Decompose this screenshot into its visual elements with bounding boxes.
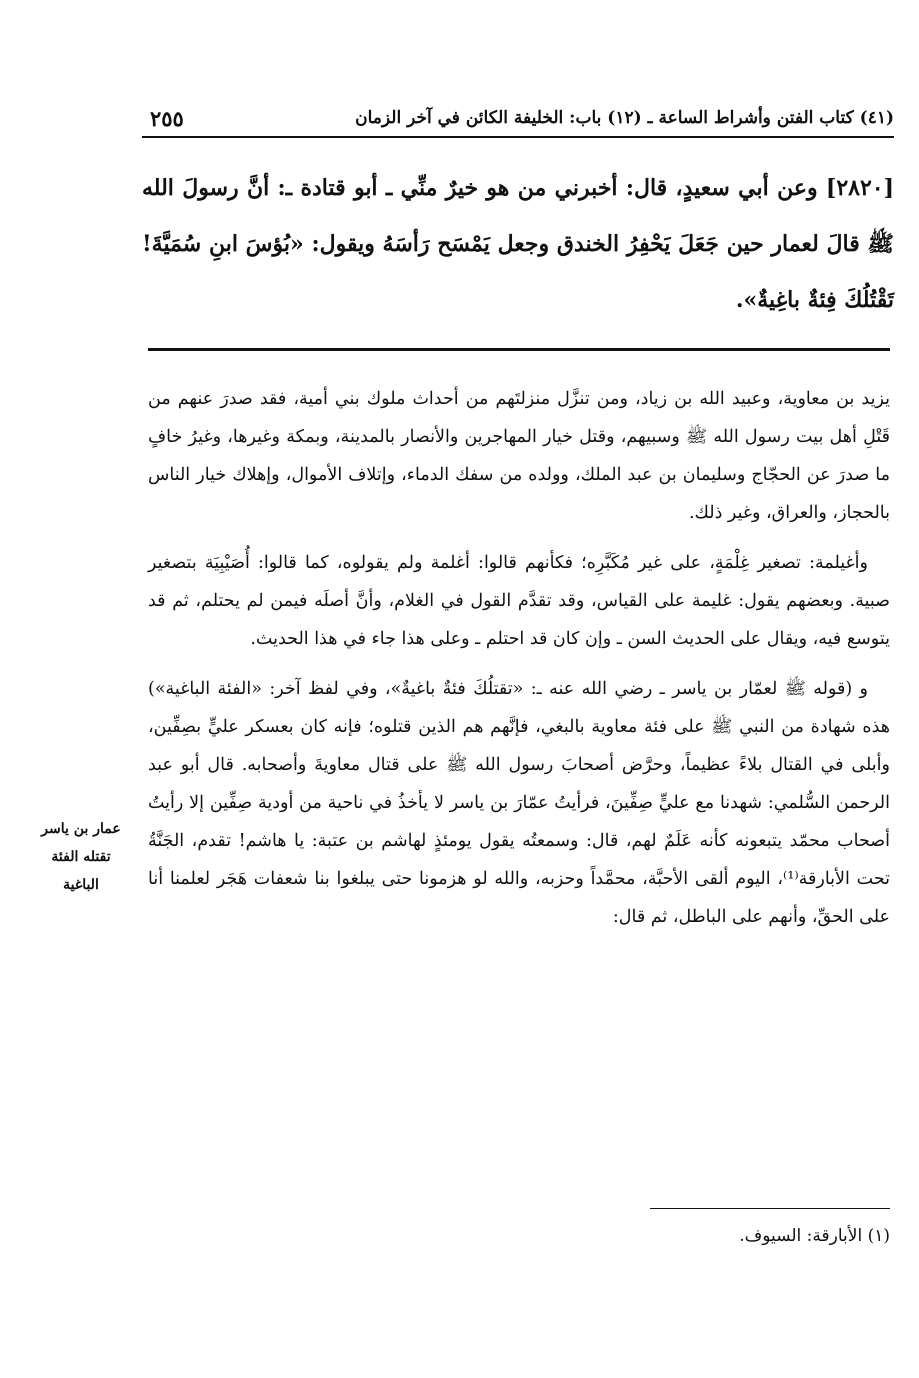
commentary-paragraph: و (قوله ﷺ لعمّار بن ياسر ـ رضي الله عنه ـ: «تقتلُكَ فئةٌ باغيةٌ»، وفي لفظ آخر: «الفئة الباغية») هذه شهادة من النبي ﷺ على فئة معاوية بالبغي، فإنَّهم هم الذين قتلوه؛ فإنه كان بعسكر عليٍّ بصِفِّين، وأبلى في القتال بلاءً عظيماً، وحرَّض أصحابَ رسول الله ﷺ على قتال معاويةَ وأصحابه. قال أبو عبد الرحمن السُّلمي: شهدنا مع عليٍّ صِفِّينَ، فرأيتُ عمّارَ بن ياسر لا يأخذُ في ناحية من أودية صِفِّين إلا رأيتُ أصحاب محمّد يتبعونه كأنه عَلَمٌ لهم، قال: وسمعتُه يقول يومئذٍ لهاشم بن عتبة: يا هاشم! تقدم، الجَنَّةُ تحت الأبارقة⁽¹⁾، اليوم ألقى الأحبَّة، محمَّداً وحزبه، والله لو هزمونا حتى يبلغوا بنا شعفات هَجَر لعلمنا أنا على الحقِّ، وأنهم على الباطل، ثم قال: xyxy=(148,679,890,927)
running-header xyxy=(142,100,894,138)
commentary-paragraph: يزيد بن معاوية، وعبيد الله بن زياد، ومن تنزَّل منزلتَهم من أحداث ملوك بني أمية، فقد صدرَ عنهم من قَتْلِ أهل بيت رسول الله ﷺ وسبيهم، وقتل خيار المهاجرين والأنصار بالمدينة، وبمكة وغيرها، وغيرُ خافٍ ما صدرَ عن الحجّاج وسليمان بن عبد الملك، وولده من سفك الدماء، وإتلاف الأموال، وإهلاك خيار الناس بالحجاز، والعراق، وغير ذلك. xyxy=(148,389,890,523)
section-divider xyxy=(148,348,890,351)
margin-note-line: الباغية xyxy=(63,877,99,893)
hadith-text: [٢٨٢٠] وعن أبي سعيدٍ، قال: أخبرني من هو خيرٌ منِّي ـ أبو قتادة ـ: أنَّ رسولَ الله ﷺ قالَ لعمار حين جَعَلَ يَحْفِرُ الخندق وجعل يَمْسَح رَأسَهُ ويقول: «بُؤسَ ابنِ سُمَيَّةَ! تَقْتُلُكَ فِئةٌ باغِيةٌ». xyxy=(142,175,894,313)
commentary-block xyxy=(148,380,890,948)
margin-note-line: تقتله الفئة xyxy=(51,849,111,865)
margin-note xyxy=(22,815,140,899)
footnote-divider xyxy=(650,1208,890,1209)
page-number: ٢٥٥ xyxy=(150,105,184,131)
margin-note-line: عمار بن ياسر xyxy=(41,821,121,837)
hadith-text-block xyxy=(142,160,894,328)
commentary-paragraph: وأغيلمة: تصغير غِلْمَةٍ، على غير مُكَبَّرِه؛ فكأنهم قالوا: أغلمة ولم يقولوه، كما قالوا: أُصَيْبِيَة بتصغير صبية. وبعضهم يقول: غليمة على القياس، وقد تقدَّم القول في الغلام، وأنَّ أصلَه فيمن لم يحتلم، ثم قد يتوسع فيه، ويقال على الحديث السن ـ وإن كان قد احتلم ـ وعلى هذا جاء في هذا الحديث. xyxy=(148,553,891,649)
footnote: (١) الأبارقة: السيوف. xyxy=(739,1226,890,1246)
header-title: (٤١) كتاب الفتن وأشراط الساعة ـ (١٢) باب: الخليفة الكائن في آخر الزمان xyxy=(355,108,894,128)
